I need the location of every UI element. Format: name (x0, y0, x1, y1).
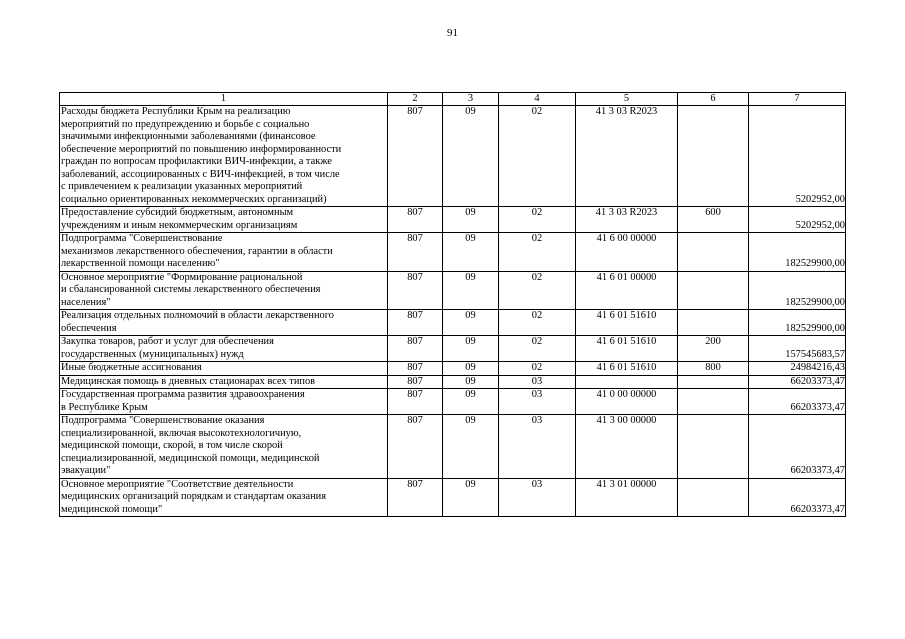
expense-type-cell (678, 310, 749, 336)
subsection-code-cell: 02 (499, 106, 576, 207)
table-row (60, 389, 846, 415)
ministry-code-cell: 807 (388, 106, 443, 207)
expense-type-cell (678, 233, 749, 272)
ministry-code-cell: 807 (388, 310, 443, 336)
budget-table (59, 92, 846, 517)
expense-type-cell: 800 (678, 362, 749, 376)
expense-name-cell: Подпрограмма "Совершенствование механизмов лекарственного обеспечения, гарантии в области лекарственной помощи населению" (60, 233, 388, 272)
section-code-cell: 09 (443, 415, 499, 479)
column-header-1: 1 (60, 93, 388, 106)
expense-type-cell: 200 (678, 336, 749, 362)
sum-cell: 182529900,00 (749, 310, 846, 336)
sum-cell: 66203373,47 (749, 375, 846, 389)
table-row (60, 271, 846, 310)
expense-type-cell (678, 375, 749, 389)
section-code-cell: 09 (443, 375, 499, 389)
expense-name-cell: Предоставление субсидий бюджетным, автономным учреждениям и иным некоммерческим организациям (60, 207, 388, 233)
sum-cell: 157545683,57 (749, 336, 846, 362)
ministry-code-cell: 807 (388, 271, 443, 310)
table-row (60, 375, 846, 389)
subsection-code-cell: 03 (499, 389, 576, 415)
ministry-code-cell: 807 (388, 336, 443, 362)
section-code-cell: 09 (443, 478, 499, 517)
sum-cell: 182529900,00 (749, 271, 846, 310)
table-header-row (60, 93, 846, 106)
expense-type-cell (678, 106, 749, 207)
expense-name-cell: Реализация отдельных полномочий в области лекарственного обеспечения (60, 310, 388, 336)
ministry-code-cell: 807 (388, 233, 443, 272)
column-header-6: 6 (678, 93, 749, 106)
section-code-cell: 09 (443, 106, 499, 207)
subsection-code-cell: 02 (499, 233, 576, 272)
sum-cell: 5202952,00 (749, 106, 846, 207)
target-article-cell: 41 6 01 51610 (576, 336, 678, 362)
subsection-code-cell: 02 (499, 207, 576, 233)
column-header-7: 7 (749, 93, 846, 106)
subsection-code-cell: 02 (499, 362, 576, 376)
target-article-cell: 41 3 00 00000 (576, 415, 678, 479)
table-row (60, 310, 846, 336)
section-code-cell: 09 (443, 310, 499, 336)
expense-name-cell: Основное мероприятие "Формирование рациональной и сбалансированной системы лекарственного обеспечения населения" (60, 271, 388, 310)
target-article-cell: 41 0 00 00000 (576, 389, 678, 415)
target-article-cell: 41 3 03 R2023 (576, 207, 678, 233)
expense-name-cell: Государственная программа развития здравоохранения в Республике Крым (60, 389, 388, 415)
expense-name-cell: Основное мероприятие "Соответствие деятельности медицинских организаций порядкам и стандартам оказания медицинской помощи" (60, 478, 388, 517)
table-row (60, 233, 846, 272)
target-article-cell: 41 6 01 51610 (576, 310, 678, 336)
target-article-cell: 41 3 03 R2023 (576, 106, 678, 207)
table-row (60, 336, 846, 362)
expense-type-cell (678, 415, 749, 479)
target-article-cell: 41 6 01 00000 (576, 271, 678, 310)
expense-type-cell (678, 389, 749, 415)
ministry-code-cell: 807 (388, 375, 443, 389)
subsection-code-cell: 02 (499, 336, 576, 362)
sum-cell: 66203373,47 (749, 415, 846, 479)
ministry-code-cell: 807 (388, 207, 443, 233)
ministry-code-cell: 807 (388, 415, 443, 479)
ministry-code-cell: 807 (388, 478, 443, 517)
target-article-cell: 41 6 00 00000 (576, 233, 678, 272)
table-row (60, 106, 846, 207)
target-article-cell: 41 6 01 51610 (576, 362, 678, 376)
expense-name-cell: Медицинская помощь в дневных стационарах всех типов (60, 375, 388, 389)
expense-type-cell: 600 (678, 207, 749, 233)
table-row (60, 207, 846, 233)
section-code-cell: 09 (443, 233, 499, 272)
column-header-4: 4 (499, 93, 576, 106)
expense-name-cell: Расходы бюджета Республики Крым на реализацию мероприятий по предупреждению и борьбе с социально значимыми инфекционными заболеваниями (финансовое обеспечение мероприятий по повышению информированности граждан по вопросам профилактики ВИЧ-инфекции, а также заболеваний, ассоциированных с ВИЧ-инфекцией, в том числе с привлечением к реализации указанных мероприятий социально ориентированных некоммерческих организаций) (60, 106, 388, 207)
section-code-cell: 09 (443, 271, 499, 310)
subsection-code-cell: 02 (499, 271, 576, 310)
target-article-cell (576, 375, 678, 389)
target-article-cell: 41 3 01 00000 (576, 478, 678, 517)
column-header-2: 2 (388, 93, 443, 106)
section-code-cell: 09 (443, 336, 499, 362)
sum-cell: 24984216,43 (749, 362, 846, 376)
subsection-code-cell: 03 (499, 478, 576, 517)
section-code-cell: 09 (443, 207, 499, 233)
expense-type-cell (678, 271, 749, 310)
sum-cell: 182529900,00 (749, 233, 846, 272)
expense-name-cell: Подпрограмма "Совершенствование оказания специализированной, включая высокотехнологичную, медицинской помощи, скорой, в том числе скорой специализированной, медицинской помощи, медицинской эвакуации" (60, 415, 388, 479)
page-number: 91 (447, 27, 458, 39)
column-header-5: 5 (576, 93, 678, 106)
table-row (60, 415, 846, 479)
subsection-code-cell: 03 (499, 415, 576, 479)
expense-name-cell: Иные бюджетные ассигнования (60, 362, 388, 376)
sum-cell: 5202952,00 (749, 207, 846, 233)
column-header-3: 3 (443, 93, 499, 106)
subsection-code-cell: 03 (499, 375, 576, 389)
ministry-code-cell: 807 (388, 362, 443, 376)
sum-cell: 66203373,47 (749, 389, 846, 415)
section-code-cell: 09 (443, 389, 499, 415)
sum-cell: 66203373,47 (749, 478, 846, 517)
expense-type-cell (678, 478, 749, 517)
table-row (60, 478, 846, 517)
expense-name-cell: Закупка товаров, работ и услуг для обеспечения государственных (муниципальных) нужд (60, 336, 388, 362)
ministry-code-cell: 807 (388, 389, 443, 415)
subsection-code-cell: 02 (499, 310, 576, 336)
section-code-cell: 09 (443, 362, 499, 376)
table-row (60, 362, 846, 376)
